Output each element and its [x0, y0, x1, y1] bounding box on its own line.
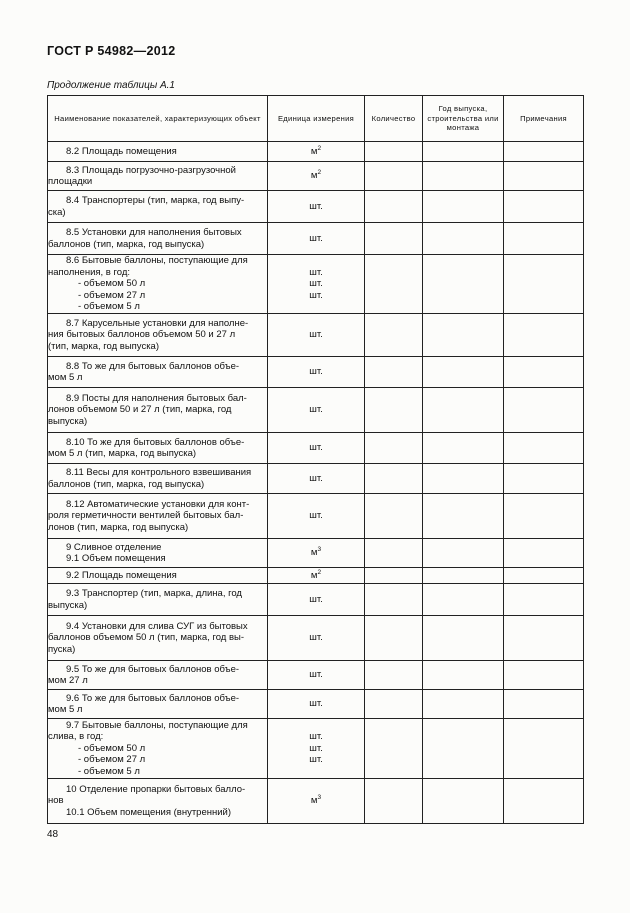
row-name-line: 8.5 Установки для наполнения бытовых [66, 227, 242, 239]
row-unit-value: шт. [309, 731, 323, 743]
row-quantity-cell [365, 255, 423, 314]
row-unit-cell [268, 539, 365, 568]
table-row [48, 223, 584, 255]
table-continuation-caption: Продолжение таблицы А.1 [47, 80, 175, 91]
row-name-line: нов [48, 795, 64, 807]
row-name-cell [48, 191, 268, 223]
table-header-row [48, 96, 584, 142]
row-quantity-cell [365, 191, 423, 223]
row-unit-value: шт. [309, 632, 323, 644]
row-year-cell [423, 568, 504, 584]
row-unit-value: шт. [309, 366, 323, 378]
row-quantity-cell [365, 539, 423, 568]
row-quantity-cell [365, 223, 423, 255]
row-name-line: - объемом 50 л [78, 278, 146, 290]
row-name-cell [48, 464, 268, 494]
row-name-cell [48, 314, 268, 357]
row-unit-cell [268, 779, 365, 824]
row-name-cell [48, 568, 268, 584]
row-name-line: мом 5 л [48, 704, 83, 715]
row-quantity-cell [365, 584, 423, 616]
row-unit-value: шт. [309, 593, 323, 605]
table-row [48, 162, 584, 191]
row-name-line: 10.1 Объем помещения (внутренний) [66, 806, 232, 818]
row-name-line: 9.7 Бытовые баллоны, поступающие для [66, 719, 248, 731]
table-row [48, 719, 584, 779]
row-name-cell [48, 719, 268, 779]
row-unit-cell [268, 162, 365, 191]
row-quantity-cell [365, 661, 423, 690]
row-name-cell [48, 661, 268, 690]
row-year-cell [423, 223, 504, 255]
row-quantity-cell [365, 719, 423, 779]
table-row [48, 494, 584, 539]
row-unit-cell [268, 616, 365, 661]
row-name-line: наполнения, в год: [48, 266, 130, 278]
row-name-cell [48, 539, 268, 568]
table-row [48, 255, 584, 314]
table-row [48, 433, 584, 464]
row-unit-value: шт. [309, 278, 323, 290]
row-quantity-cell [365, 433, 423, 464]
row-year-cell [423, 494, 504, 539]
table-row [48, 661, 584, 690]
header-notes: Примечания [504, 96, 584, 142]
row-year-cell [423, 255, 504, 314]
row-year-cell [423, 314, 504, 357]
row-quantity-cell [365, 779, 423, 824]
row-unit-cell [268, 719, 365, 779]
row-unit-value: шт. [309, 472, 323, 484]
table-row [48, 357, 584, 388]
row-name-line: баллонов (тип, марка, год выпуска) [48, 478, 205, 490]
row-name-cell [48, 223, 268, 255]
table-row [48, 191, 584, 223]
row-unit-value: шт. [309, 266, 323, 278]
row-quantity-cell [365, 357, 423, 388]
row-name-line: мом 5 л [48, 372, 83, 383]
row-name-cell [48, 357, 268, 388]
row-notes-cell [504, 661, 584, 690]
row-name-line: лонов (тип, марка, год выпуска) [48, 521, 189, 533]
row-notes-cell [504, 142, 584, 162]
row-unit-cell [268, 142, 365, 162]
row-unit-cell [268, 568, 365, 584]
header-name: Наименование показателей, характеризующих объект [48, 96, 268, 142]
row-quantity-cell [365, 314, 423, 357]
row-name-line: 8.6 Бытовые баллоны, поступающие для [66, 255, 248, 267]
row-name-line: ска) [48, 206, 66, 218]
row-unit-value: $м^3$ [310, 794, 322, 807]
row-unit-cell [268, 357, 365, 388]
table-row [48, 568, 584, 584]
row-quantity-cell [365, 464, 423, 494]
row-notes-cell [504, 719, 584, 779]
row-quantity-cell [365, 690, 423, 719]
row-name-line: 8.12 Автоматические установки для конт- [66, 498, 250, 510]
row-name-line: 9.5 То же для бытовых баллонов объе- [66, 663, 240, 675]
row-name-line: баллонов (тип, марка, год выпуска) [48, 238, 205, 250]
row-name-line: выпуска) [48, 415, 88, 427]
table-row [48, 584, 584, 616]
row-name-line: - объемом 5 л [78, 301, 140, 313]
row-quantity-cell [365, 142, 423, 162]
header-quantity: Количество [365, 96, 423, 142]
table-row [48, 616, 584, 661]
row-name-line: баллонов объемом 50 л (тип, марка, год вы- [48, 632, 245, 644]
row-name-line: мом 5 л (тип, марка, год выпуска) [48, 448, 197, 459]
row-notes-cell [504, 568, 584, 584]
row-unit-cell [268, 690, 365, 719]
row-unit-cell [268, 388, 365, 433]
row-year-cell [423, 539, 504, 568]
row-unit-value: $м^2$ [310, 169, 322, 182]
table-row [48, 464, 584, 494]
row-name-line: 9.6 То же для бытовых баллонов объе- [66, 692, 240, 704]
row-notes-cell [504, 314, 584, 357]
table-row [48, 779, 584, 824]
row-name-line: 8.7 Карусельные установки для наполне- [66, 317, 249, 329]
document-title: ГОСТ Р 54982—2012 [47, 44, 176, 58]
row-name-line: 8.3 Площадь погрузочно-разгрузочной [66, 164, 236, 176]
row-name-line: 8.8 То же для бытовых баллонов объе- [66, 360, 240, 372]
row-unit-value: шт. [309, 200, 323, 212]
row-unit-cell [268, 661, 365, 690]
row-year-cell [423, 779, 504, 824]
row-unit-cell [268, 464, 365, 494]
row-unit-value: шт. [309, 754, 323, 766]
row-unit-cell [268, 223, 365, 255]
row-name-line: 10 Отделение пропарки бытовых балло- [66, 783, 246, 795]
row-unit-value: шт. [309, 669, 323, 681]
row-unit-value: шт. [309, 404, 323, 416]
table-row [48, 314, 584, 357]
row-unit-value: $м^2$ [310, 568, 322, 581]
row-notes-cell [504, 690, 584, 719]
row-name-cell [48, 255, 268, 314]
row-name-line: 9.2 Площадь помещения [66, 569, 177, 581]
row-year-cell [423, 616, 504, 661]
row-name-cell [48, 616, 268, 661]
row-name-line: пуска) [48, 643, 76, 655]
row-year-cell [423, 162, 504, 191]
row-notes-cell [504, 388, 584, 433]
row-unit-value: шт. [309, 289, 323, 301]
row-name-line: 9 Сливное отделение [66, 541, 162, 553]
row-year-cell [423, 433, 504, 464]
row-notes-cell [504, 584, 584, 616]
row-quantity-cell [365, 388, 423, 433]
row-unit-value: шт. [309, 329, 323, 341]
data-table [47, 95, 584, 824]
row-quantity-cell [365, 494, 423, 539]
row-name-line: - объемом 27 л [78, 289, 146, 301]
row-name-cell [48, 779, 268, 824]
row-unit-cell [268, 433, 365, 464]
row-name-line: - объемом 27 л [78, 754, 146, 766]
row-unit-value: шт. [309, 510, 323, 522]
row-unit-cell [268, 314, 365, 357]
row-year-cell [423, 661, 504, 690]
row-name-line: - объемом 5 л [78, 765, 140, 777]
row-name-cell [48, 494, 268, 539]
row-notes-cell [504, 539, 584, 568]
row-quantity-cell [365, 162, 423, 191]
row-notes-cell [504, 255, 584, 314]
row-name-line: роля герметичности вентилей бытовых бал- [48, 510, 244, 522]
row-name-line: 8.2 Площадь помещения [66, 145, 177, 157]
row-year-cell [423, 690, 504, 719]
row-unit-cell [268, 494, 365, 539]
table-row [48, 690, 584, 719]
row-year-cell [423, 719, 504, 779]
row-name-line: 9.4 Установки для слива СУГ из бытовых [66, 620, 248, 632]
row-name-line: 8.11 Весы для контрольного взвешивания [66, 467, 252, 479]
row-notes-cell [504, 223, 584, 255]
row-name-line: 8.9 Посты для наполнения бытовых бал- [66, 392, 247, 404]
row-year-cell [423, 464, 504, 494]
row-name-cell [48, 433, 268, 464]
row-year-cell [423, 584, 504, 616]
row-name-line: 9.1 Объем помещения [66, 553, 166, 564]
row-year-cell [423, 142, 504, 162]
table-row [48, 142, 584, 162]
row-unit-value: шт. [309, 698, 323, 710]
row-notes-cell [504, 191, 584, 223]
row-year-cell [423, 388, 504, 433]
row-name-line: ния бытовых баллонов объемом 50 и 27 л [48, 329, 236, 341]
row-unit-value: $м^2$ [310, 144, 322, 157]
row-name-cell [48, 162, 268, 191]
row-notes-cell [504, 616, 584, 661]
row-year-cell [423, 357, 504, 388]
row-unit-cell [268, 255, 365, 314]
row-name-line: (тип, марка, год выпуска) [48, 340, 160, 352]
row-name-cell [48, 142, 268, 162]
row-name-line: 8.10 То же для бытовых баллонов объе- [66, 436, 245, 448]
row-notes-cell [504, 494, 584, 539]
row-name-line: 9.3 Транспортер (тип, марка, длина, год [66, 588, 242, 600]
row-name-cell [48, 584, 268, 616]
row-unit-value: шт. [309, 742, 323, 754]
row-name-line: выпуска) [48, 599, 88, 611]
row-unit-value: $м^3$ [310, 546, 322, 559]
row-quantity-cell [365, 616, 423, 661]
row-name-cell [48, 388, 268, 433]
header-year: Год выпуска, строительства или монтажа [423, 96, 504, 142]
row-unit-value: шт. [309, 232, 323, 244]
row-name-cell [48, 690, 268, 719]
row-notes-cell [504, 433, 584, 464]
table-row [48, 539, 584, 568]
page-number: 48 [47, 829, 59, 840]
row-name-line: 8.4 Транспортеры (тип, марка, год выпу- [66, 195, 245, 207]
row-unit-value: шт. [309, 442, 323, 454]
row-name-line: площадки [48, 176, 93, 187]
row-year-cell [423, 191, 504, 223]
row-name-line: лонов объемом 50 и 27 л (тип, марка, год [48, 404, 232, 416]
header-unit: Единица измерения [268, 96, 365, 142]
table-body [48, 142, 584, 824]
row-unit-cell [268, 191, 365, 223]
row-notes-cell [504, 357, 584, 388]
row-unit-cell [268, 584, 365, 616]
row-notes-cell [504, 162, 584, 191]
row-name-line: мом 27 л [48, 675, 88, 686]
table-row [48, 388, 584, 433]
row-name-line: - объемом 50 л [78, 742, 146, 754]
row-name-line: слива, в год: [48, 731, 104, 743]
row-notes-cell [504, 779, 584, 824]
row-quantity-cell [365, 568, 423, 584]
row-notes-cell [504, 464, 584, 494]
